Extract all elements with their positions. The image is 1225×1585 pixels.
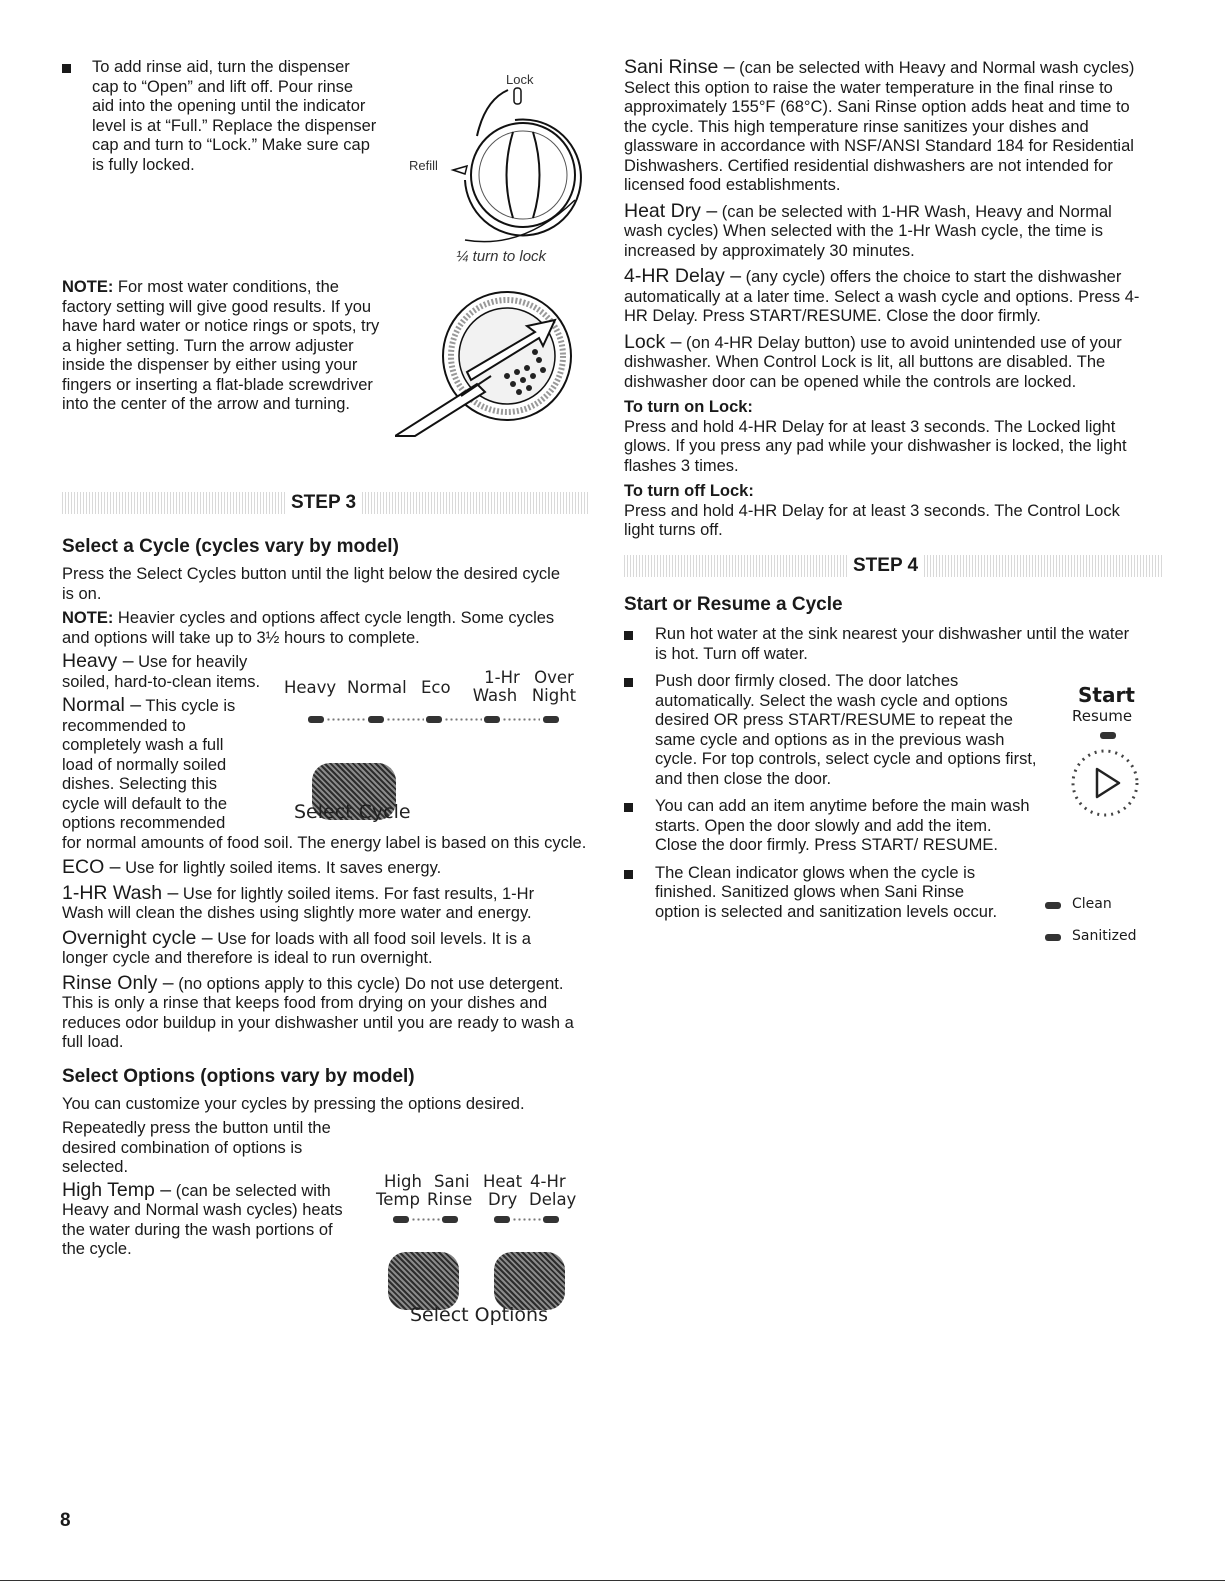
- option-light-heat: [494, 1216, 510, 1223]
- step-3-label: STEP 3: [285, 492, 362, 514]
- start-resume-control: [1065, 683, 1165, 833]
- quarter-turn-caption: ¼ turn to lock: [456, 248, 547, 265]
- cycle-light-dots: [444, 718, 482, 721]
- rinse-aid-bullet: [62, 58, 382, 175]
- turn-on-lock-text: Press and hold 4-HR Delay for at least 3 seconds. The Locked light glows. If you press any pad while your dishwasher is locked, the light flashes 3 times.: [624, 417, 1127, 475]
- heat-dry-desc: Heat Dry – (can be selected with 1-HR Wash, Heavy and Normal wash cycles) When selected with the 1-Hr Wash cycle, the time is increased by approximately 30 minutes.: [624, 199, 1112, 260]
- option-heat-top: Heat: [483, 1172, 523, 1191]
- select-cycle-heading: Select a Cycle (cycles vary by model): [62, 536, 399, 557]
- lock-desc: Lock – (on 4-HR Delay button) use to avoid unintended use of your dishwasher. When Control Lock is lit, all buttons are disabled. The dishwasher door can be opened while the controls are locked.: [624, 330, 1122, 391]
- one-hr-wash-desc: 1-HR Wash – Use for lightly soiled items. For fast results, 1-Hr Wash will clean the dishes using slightly more water and energy.: [62, 881, 535, 922]
- dispenser-cap-lock-illustration: [405, 70, 585, 250]
- options-panel: [370, 1172, 590, 1342]
- select-options-heading: Select Options (options vary by model): [62, 1065, 415, 1087]
- step-3-bar: [62, 492, 590, 514]
- option-light-high-temp: [393, 1216, 409, 1223]
- arrow-adjuster-illustration: [395, 276, 585, 444]
- resume-label: Resume: [1072, 707, 1133, 725]
- rinse-aid-text: To add rinse aid, turn the dispenser cap to “Open” and lift off. Pour rinse aid into the opening until the indicator level is at “Full.” Replace the dispenser cap and turn to “Lock.” Make sure cap is fully locked.: [92, 58, 377, 174]
- option-button-left[interactable]: [388, 1252, 459, 1310]
- high-temp-desc: High Temp – (can be selected with Heavy and Normal wash cycles) heats the water during the wash portions of the cycle.: [62, 1178, 343, 1258]
- select-cycle-button-label: Select Cycle: [294, 801, 411, 823]
- cycle-1hr-top-label: 1-Hr: [484, 668, 520, 687]
- bullet-square-icon: [624, 678, 633, 687]
- option-high-temp-top: High: [384, 1172, 422, 1191]
- cycle-overnight-bottom-label: Night: [531, 686, 577, 705]
- delay-desc: 4-HR Delay – (any cycle) offers the choice to start the dishwasher automatically at a later time. Select a wash cycle and options. Press 4-HR Delay. Press START/RESUME. Close the door firmly.: [624, 265, 1140, 325]
- step-4-bar: [624, 555, 1164, 577]
- step4-bullet-1: Run hot water at the sink nearest your dishwasher until the water is hot. Turn off water.: [624, 625, 1164, 664]
- cycle-light-heavy: [308, 716, 324, 723]
- cycle-light-eco: [426, 716, 442, 723]
- bullet-square-icon: [624, 870, 633, 879]
- turn-on-lock-heading: To turn on Lock:: [624, 398, 753, 416]
- options-descriptions: [624, 58, 1164, 541]
- bullet-square-icon: [624, 631, 633, 640]
- option-light-dots: [411, 1218, 441, 1221]
- sanitized-indicator-light: [1045, 934, 1061, 941]
- cycle-heavy-label: Heavy: [284, 678, 337, 697]
- refill-label: Refill: [409, 158, 438, 173]
- cycle-light-dots: [502, 718, 540, 721]
- bullet-square-icon: [624, 803, 633, 812]
- start-play-icon[interactable]: [1065, 743, 1145, 823]
- start-light: [1100, 732, 1116, 739]
- cycle-light-normal: [368, 716, 384, 723]
- option-delay-top: 4-Hr: [530, 1172, 566, 1191]
- status-indicators: [1045, 896, 1165, 956]
- clean-label: Clean: [1072, 896, 1112, 912]
- option-light-sani: [442, 1216, 458, 1223]
- step4-bullet-3: You can add an item anytime before the main wash starts. Open the door slowly and add the item. Close the door firmly. Press START/ RESUME.: [624, 797, 1164, 856]
- cycle-1hr-bottom-label: Wash: [472, 686, 518, 705]
- step4-bullet-2: Push door firmly closed. The door latches automatically. Select the wash cycle and options desired OR press START/RESUME to repeat the same cycle and options as in the previous wash cycle. For top controls, select cycle and options first, and then close the door.: [624, 672, 1164, 789]
- select-options-repeat: Repeatedly press the button until the desired combination of options is selected.: [62, 1119, 331, 1176]
- option-heat-bottom: Dry: [488, 1190, 518, 1209]
- select-options-intro: You can customize your cycles by pressing the options desired.: [62, 1094, 525, 1113]
- option-sani-bottom: Rinse: [427, 1190, 473, 1209]
- start-label: Start: [1078, 683, 1135, 707]
- cycle-selector-panel: [270, 665, 590, 835]
- eco-desc: ECO – Use for lightly soiled items. It saves energy.: [62, 856, 442, 878]
- normal-desc: Normal – This cycle is recommended to completely wash a full load of normally soiled dishes. Selecting this cycle will default to the options recommended: [62, 694, 236, 832]
- bullet-square-icon: [62, 64, 71, 73]
- option-light-dots: [512, 1218, 542, 1221]
- clean-indicator-light: [1045, 902, 1061, 909]
- cycle-light-1hr: [484, 716, 500, 723]
- cycle-light-dots: [326, 718, 366, 721]
- turn-off-lock-heading: To turn off Lock:: [624, 482, 754, 500]
- start-resume-heading: Start or Resume a Cycle: [624, 594, 843, 615]
- overnight-desc: Overnight cycle – Use for loads with all food soil levels. It is a longer cycle and therefore is ideal to run overnight.: [62, 926, 531, 967]
- option-delay-bottom: Delay: [529, 1190, 577, 1209]
- page-number: 8: [60, 1510, 71, 1531]
- option-light-delay: [543, 1216, 559, 1223]
- bottom-rule: [0, 1580, 1225, 1581]
- select-options-button-label: Select Options: [410, 1304, 548, 1326]
- step4-bullet-4: The Clean indicator glows when the cycle is finished. Sanitized glows when Sani Rinse option is selected and sanitization levels occur.: [624, 864, 1164, 923]
- cycle-overnight-top-label: Over: [534, 668, 574, 687]
- cycle-normal-label: Normal: [347, 678, 407, 697]
- rinse-only-desc: Rinse Only – (no options apply to this cycle) Do not use detergent. This is only a rinse that keeps food from drying on your dishes and reduces odor buildup in your dishwasher until you are ready to wash a full load.: [62, 971, 574, 1051]
- cycle-light-overnight: [543, 716, 559, 723]
- cycle-eco-label: Eco: [421, 678, 451, 697]
- sanitized-label: Sanitized: [1072, 928, 1137, 944]
- select-cycle-intro: Press the Select Cycles button until the light below the desired cycle is on.: [62, 565, 561, 603]
- option-sani-top: Sani: [434, 1172, 470, 1191]
- turn-off-lock-text: Press and hold 4-HR Delay for at least 3 seconds. The Control Lock light turns off.: [624, 501, 1120, 539]
- sani-rinse-desc: Sani Rinse – (can be selected with Heavy and Normal wash cycles) Select this option to raise the water temperature in the final rinse to approximately 155°F (68°C). Sani Rinse option adds heat and time to the cycle. This high temperature rinse sanitizes your dishes and glassware in accordance with NSF/ANSI Standard 184 for Residential Dishwashers. Certified residential dishwashers are not intended for licensed food establishments.: [624, 56, 1135, 194]
- step-4-label: STEP 4: [847, 555, 924, 577]
- rinse-aid-note: NOTE: For most water conditions, the factory setting will give good results. If you have hard water or notice rings or spots, try a higher setting. Turn the arrow adjuster inside the dispenser by either using your fingers or inserting a flat-blade screwdriver into the center of the arrow and turning.: [62, 278, 380, 413]
- cycle-light-dots: [386, 718, 424, 721]
- option-high-temp-bottom: Temp: [376, 1190, 420, 1209]
- select-cycle-section: [62, 535, 590, 1260]
- lock-label: Lock: [506, 72, 534, 87]
- heavy-desc: Heavy – Use for heavily soiled, hard-to-clean items.: [62, 650, 261, 691]
- select-cycle-note: NOTE: Heavier cycles and options affect cycle length. Some cycles and options will take up to 3½ hours to complete.: [62, 609, 555, 647]
- option-button-right[interactable]: [494, 1252, 565, 1310]
- normal-desc-cont: for normal amounts of food soil. The energy label is based on this cycle.: [62, 833, 587, 852]
